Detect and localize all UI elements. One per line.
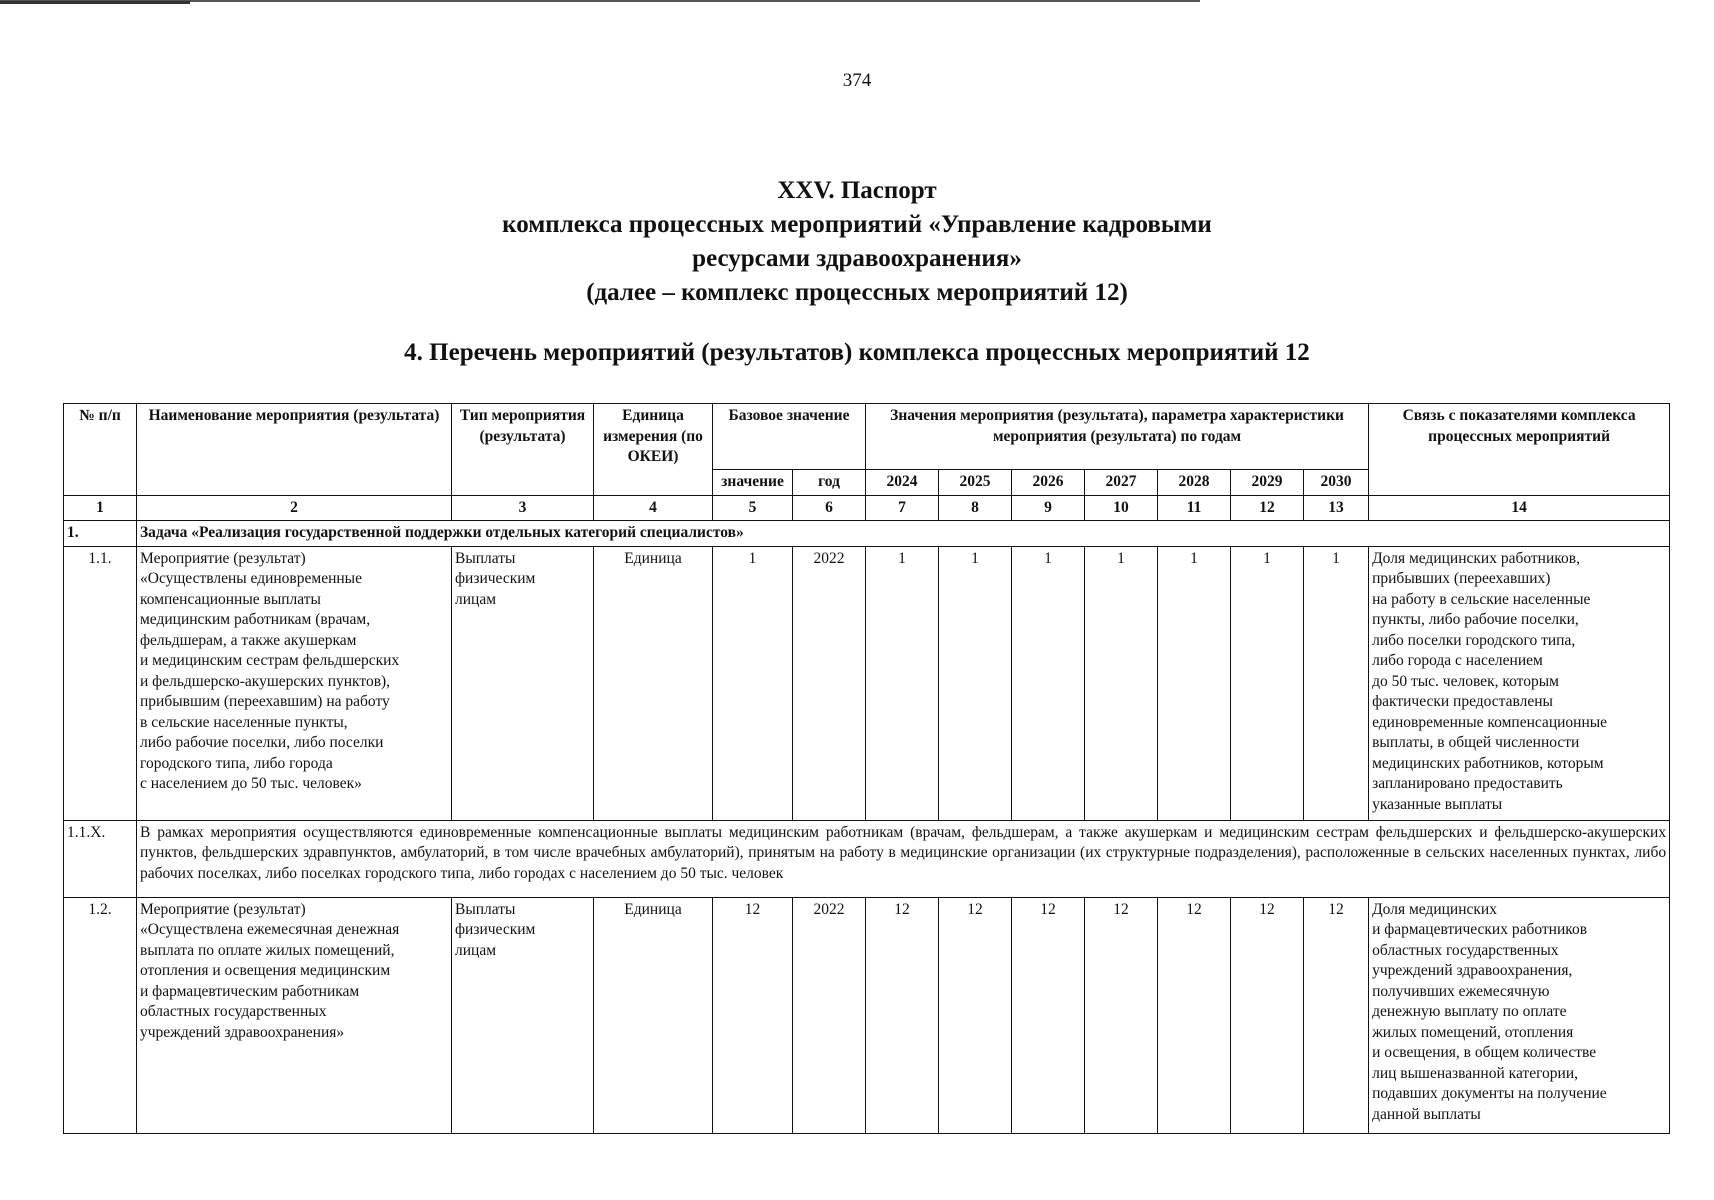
header-year: 2028 (1158, 470, 1231, 496)
row-name: Мероприятие (результат) «Осуществлены единовременные компенсационные выплаты медицинским работникам (врачам, фельдшерам, а также акушеркам и медицинским сестрам фельдшерских и фельдшерско-акушерских пунктов), прибывшим (переехавшим) на работу в сельские населенные пункты, либо рабочие поселки, либо поселки городского типа, либо города с населением до 50 тыс. человек» (137, 546, 452, 820)
column-number: 11 (1158, 495, 1231, 521)
row-link: Доля медицинских и фармацевтических работников областных государственных учреждений здравоохранения, получивших ежемесячную денежную выплату по оплате жилых помещений, отопления и освещения, в общем количестве лиц вышеназванной категории, подавших документы на получение данной выплаты (1369, 897, 1670, 1133)
header-year: 2029 (1231, 470, 1304, 496)
row-base-value: 1 (713, 546, 793, 820)
row-value: 12 (866, 897, 939, 1133)
row-unit: Единица (594, 897, 713, 1133)
header-name: Наименование мероприятия (результата) (137, 404, 452, 496)
column-number: 3 (452, 495, 594, 521)
row-value: 1 (1231, 546, 1304, 820)
table-row (64, 897, 1670, 1133)
scan-edge-mark (0, 1, 190, 4)
task-text: Задача «Реализация государственной поддержки отдельных категорий специалистов» (137, 521, 1670, 547)
page-number: 374 (842, 70, 872, 91)
column-number-row (64, 495, 1670, 521)
row-type: Выплаты физическим лицам (452, 897, 594, 1133)
column-number: 1 (64, 495, 137, 521)
column-number: 4 (594, 495, 713, 521)
header-year: 2030 (1304, 470, 1369, 496)
row-unit: Единица (594, 546, 713, 820)
row-name: Мероприятие (результат) «Осуществлена ежемесячная денежная выплата по оплате жилых помещений, отопления и освещения медицинским и фармацевтическим работникам областных государственных учреждений здравоохранения» (137, 897, 452, 1133)
header-year: 2024 (866, 470, 939, 496)
row-value: 1 (1085, 546, 1158, 820)
header-base: Базовое значение (713, 404, 866, 470)
row-value: 1 (1158, 546, 1231, 820)
row-value: 12 (939, 897, 1012, 1133)
row-value: 12 (1304, 897, 1369, 1133)
header-num: № п/п (64, 404, 137, 496)
task-row (64, 521, 1670, 547)
header-type: Тип мероприятия (результата) (452, 404, 594, 496)
header-year: 2025 (939, 470, 1012, 496)
title-line: XXV. Паспорт (777, 177, 937, 204)
column-number: 8 (939, 495, 1012, 521)
task-num: 1. (64, 521, 137, 547)
column-number: 5 (713, 495, 793, 521)
header-row (64, 404, 1670, 470)
column-number: 2 (137, 495, 452, 521)
title-line: (далее – комплекс процессных мероприятий 12) (586, 279, 1128, 306)
row-num: 1.1. (64, 546, 137, 820)
row-num: 1.2. (64, 897, 137, 1133)
column-number: 9 (1012, 495, 1085, 521)
explanation-text: В рамках мероприятия осуществляются единовременные компенсационные выплаты медицинским работникам (врачам, фельдшерам, а также акушеркам и медицинским сестрам фельдшерских и фельдшерско-акушерских пунктов, фельдшерских здравпунктов, амбулаторий, в том числе врачебных амбулаторий), принятым на работу в медицинские организации (их структурные подразделения), расположенные в сельских населенных пунктах, либо рабочих поселках, либо поселках городского типа, либо городах с населением до 50 тыс. человек (137, 820, 1670, 897)
header-unit: Единица измерения (по ОКЕИ) (594, 404, 713, 496)
title-line: ресурсами здравоохранения» (692, 245, 1022, 272)
row-value: 12 (1012, 897, 1085, 1133)
row-value: 12 (1085, 897, 1158, 1133)
row-value: 12 (1158, 897, 1231, 1133)
column-number: 12 (1231, 495, 1304, 521)
row-link: Доля медицинских работников, прибывших (переехавших) на работу в сельские населенные пункты, либо рабочие поселки, либо поселки городского типа, либо города с населением до 50 тыс. человек, которым фактически предоставлены единовременные компенсационные выплаты, в общей численности медицинских работников, которым запланировано предоставить указанные выплаты (1369, 546, 1670, 820)
header-values: Значения мероприятия (результата), параметра характеристики мероприятия (результата) по годам (866, 404, 1369, 470)
header-base-year: год (793, 470, 866, 496)
table-row (64, 546, 1670, 820)
column-number: 14 (1369, 495, 1670, 521)
explanation-row (64, 820, 1670, 897)
section-title: 4. Перечень мероприятий (результатов) комплекса процессных мероприятий 12 (404, 339, 1310, 366)
row-value: 1 (1012, 546, 1085, 820)
title-line: комплекса процессных мероприятий «Управление кадровыми (502, 211, 1212, 238)
row-value: 1 (939, 546, 1012, 820)
header-link: Связь с показателями комплекса процессных мероприятий (1369, 404, 1670, 496)
column-number: 7 (866, 495, 939, 521)
row-value: 1 (1304, 546, 1369, 820)
header-base-value: значение (713, 470, 793, 496)
row-value: 1 (866, 546, 939, 820)
row-value: 12 (1231, 897, 1304, 1133)
row-base-year: 2022 (793, 546, 866, 820)
measures-table (63, 403, 1670, 1134)
header-year: 2027 (1085, 470, 1158, 496)
row-base-year: 2022 (793, 897, 866, 1133)
row-type: Выплаты физическим лицам (452, 546, 594, 820)
column-number: 6 (793, 495, 866, 521)
column-number: 13 (1304, 495, 1369, 521)
header-year: 2026 (1012, 470, 1085, 496)
column-number: 10 (1085, 495, 1158, 521)
explanation-num: 1.1.Х. (64, 820, 137, 897)
document-title (0, 174, 1714, 310)
row-base-value: 12 (713, 897, 793, 1133)
